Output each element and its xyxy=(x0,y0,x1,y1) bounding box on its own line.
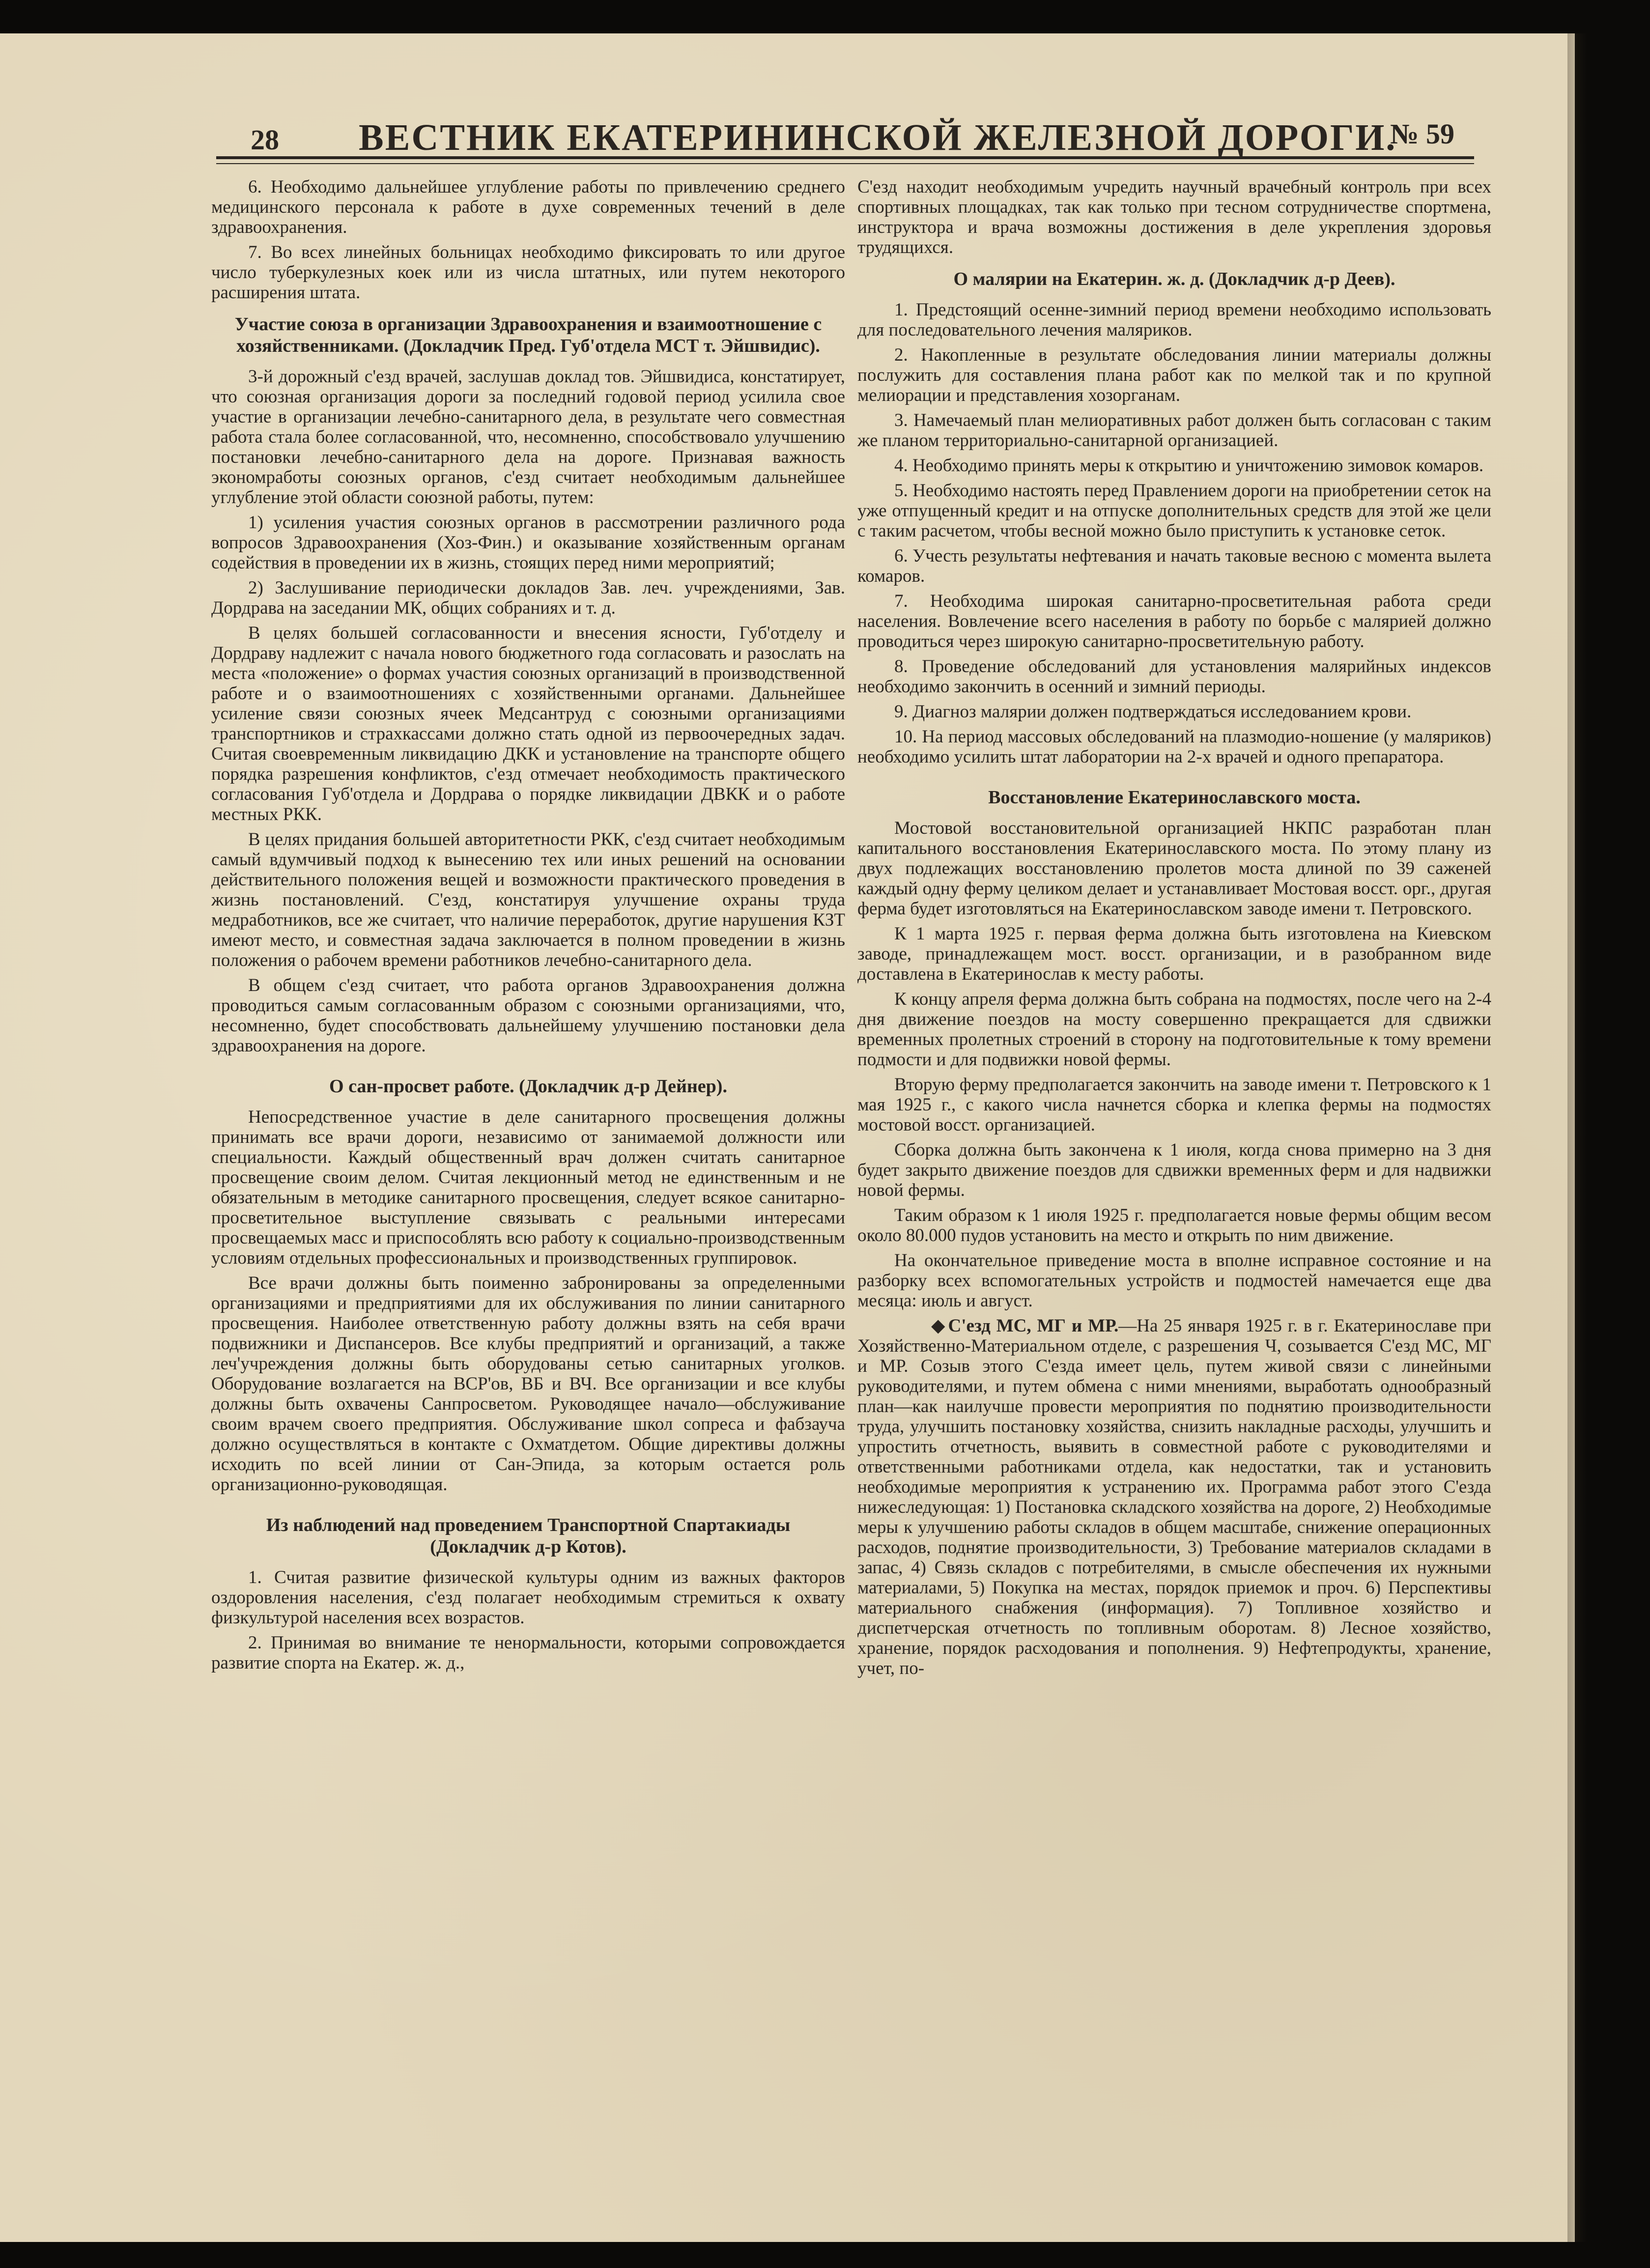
right-column xyxy=(857,177,1491,1683)
paragraph: 9. Диагноз малярии должен подтверждаться исследованием крови. xyxy=(894,702,1412,722)
paragraph: 8. Проведение обследований для установления малярийных индексов необходимо закончить в осенний и зимний периоды. xyxy=(857,656,1491,697)
paragraph: В целях большей согласованности и внесения ясности, Губ'отделу и Дордраву надлежит с начала нового бюджетного года согласовать и разослать на места «положение» о формах участия союзных организаций в производственной работе и о взаимоотношениях с хозяйственными органами. Дальнейшее усиление связи союзных ячеек Медсантруд с союзными организациями транспортников и страхкассами должно стать одной из первоочередных задач. Считая своевременным ликвидацию ДКК и установление на транспорте общего порядка разрешения конфликтов, с'езд отмечает необходимость практического согласования Губ'отдела и Дордрава о порядке ликвидации ДВКК и о работе местных РКК. xyxy=(211,623,845,824)
paragraph: 1. Считая развитие физической культуры одним из важных факторов оздоровления населения, с'езд полагает необходимым стремиться к охвату физкультурой населения всех возрастов. xyxy=(211,1567,845,1628)
paragraph: С'езд находит необходимым учредить научный врачебный контроль при всех спортивных площадках, так как только при тесном сотрудничестве спортмена, инструктора и врача возможны достижения в деле укрепления здоровья трудящихся. xyxy=(857,177,1491,257)
paragraph: 1) усиления участия союзных органов в рассмотрении различного рода вопросов Здравоохранения (Хоз-Фин.) и оказывание хозяйственным органам содействия в проведении их в жизнь, стоящих перед ними мероприятий; xyxy=(211,512,845,573)
paragraph: 4. Необходимо принять меры к открытию и уничтожению зимовок комаров. xyxy=(894,455,1484,476)
paragraph: 3. Намечаемый план мелиоративных работ должен быть согласован с таким же планом территориально-санитарной организацией. xyxy=(857,410,1491,451)
paragraph: 2) Заслушивание периодически докладов Зав. леч. учреждениями, Зав. Дордрава на заседании МК, общих собраниях и т. д. xyxy=(211,578,845,618)
paragraph: 6. Необходимо дальнейшее углубление работы по привлечению среднего медицинского персонала к работе в духе современных течений в деле здравоохранения. xyxy=(211,177,845,237)
issue-number: № 59 xyxy=(1390,118,1454,150)
page-header xyxy=(216,111,1474,157)
section-heading: Участие союза в организации Здравоохранения и взаимоотношение с хозяйственниками. (Докладчик Пред. Губ'отдела МСТ т. Эйшвидис). xyxy=(234,314,822,356)
paragraph: Все врачи должны быть поименно забронированы за определенными организациями и предприятиями для их обслуживания по линии санитарного просвещения. Наиболее ответственную работу должны взять на себя врачи подвижники и Диспансеров. Все клубы предприятий и организаций, а также леч'учреждения должны быть оборудованы сетью санитарных уголков. Оборудование возлагается на ВСР'ов, ВБ и ВЧ. Все организации и все клубы должны быть охвачены Санпросветом. Руководящее начало—обслуживание своим врачем своего предприятия. Обслуживание школ сопреса и фабзауча должно осуществляться в контакте с Охматдетом. Общие директивы должны исходить по всей линии от Сан-Эпида, за которым остается роль организационно-руководящая. xyxy=(211,1273,845,1495)
paragraph: 3-й дорожный с'езд врачей, заслушав доклад тов. Эйшвидиса, констатирует, что союзная организация дороги за последний годовой период усилила свое участие в организации лечебно-санитарного дела, в результате чего совместная работа стала более согласованной, что, несомненно, способствовало улучшению постановки лечебно-санитарного дела на дороге. Признавая важность экономработы союзных органов, с'езд считает необходимым дальнейшее углубление этой области союзной работы, путем: xyxy=(211,367,845,508)
news-item-lead: С'езд МС, МГ и МР. xyxy=(948,1316,1119,1336)
paragraph: 2. Принимая во внимание те ненормальности, которыми сопровождается развитие спорта на Екатер. ж. д., xyxy=(211,1633,845,1673)
header-rule xyxy=(216,156,1474,164)
section-heading: Восстановление Екатеринославского моста. xyxy=(988,787,1361,808)
paragraph: 7. Необходима широкая санитарно-просветительная работа среди населения. Вовлечение всего населения в работу по борьбе с малярией должно проводиться через широкую санитарно-просветительную работу. xyxy=(857,591,1491,652)
bullet-icon: ◆ xyxy=(931,1316,945,1336)
paragraph: 5. Необходимо настоять перед Правлением дороги на приобретении сеток на уже отпущенный кредит и на отпуске дополнительных средств для этой же цели с таким расчетом, чтобы весной можно было приступить к установке сеток. xyxy=(857,481,1491,541)
section-heading: Из наблюдений над проведением Транспортной Спартакиады (Докладчик д-р Котов). xyxy=(266,1515,791,1557)
paragraph: В общем с'езд считает, что работа органов Здравоохранения должна проводиться самым согласованным образом с союзными организациями, что, несомненно, будет способствовать дальнейшему улучшению постановки дела здравоохранения на дороге. xyxy=(211,975,845,1056)
paragraph: Сборка должна быть закончена к 1 июля, когда снова примерно на 3 дня будет закрыто движение поездов для сдвижки временных ферм и для надвижки новой фермы. xyxy=(857,1140,1491,1200)
paragraph: К концу апреля ферма должна быть собрана на подмостях, после чего на 2-4 дня движение поездов на мосту совершенно прекращается для сдвижки временных пролетных строений в сторону на подготовительные к тому времени подмости и для подвижки новой фермы. xyxy=(857,989,1491,1070)
paragraph: К 1 марта 1925 г. первая ферма должна быть изготовлена на Киевском заводе, принадлежащем мост. восст. организации, и в разобранном виде доставлена в Екатеринослав к месту работы. xyxy=(857,924,1491,984)
paragraph: Непосредственное участие в деле санитарного просвещения должны принимать все врачи дороги, независимо от занимаемой должности или специальности. Каждый общественный врач должен считать санитарное просвещение своим делом. Считая лекционный метод не единственным и не обязательным в методике санитарного просвещения, следует всякое санитарно-просветительное выступление связывать с реальными интересами просвещаемых масс и приспособлять всю работу к социально-производственным условиям отдельных профессиональных и производственных группировок. xyxy=(211,1107,845,1268)
page-number: 28 xyxy=(251,124,279,156)
section-heading: О сан-просвет работе. (Докладчик д-р Дейнер). xyxy=(329,1076,727,1097)
page-edge-shadow xyxy=(1567,33,1587,2242)
publication-title: ВЕСТНИК ЕКАТЕРИНИНСКОЙ ЖЕЛЕЗНОЙ ДОРОГИ. xyxy=(359,117,1397,158)
news-item xyxy=(857,1316,1491,1678)
paragraph: В целях придания большей авторитетности РКК, с'езд считает необходимым самый вдумчивый подход к вынесению тех или иных решений на основании действительного положения вещей и возможности практического проведения в жизнь постановлений. С'езд, констатируя улучшение охраны труда медработников, все же считает, что наличие переработок, другие нарушения КЗТ имеют место, и совместная задача заключается в полном проведении в жизнь положения о рабочем времени работников лечебно-санитарного дела. xyxy=(211,829,845,970)
left-column xyxy=(211,177,845,1678)
paragraph: 10. На период массовых обследований на плазмодио-ношение (у маляриков) необходимо усилить штат лаборатории на 2-х врачей и одного препаратора. xyxy=(857,727,1491,767)
section-heading: О малярии на Екатерин. ж. д. (Докладчик д-р Деев). xyxy=(953,269,1395,289)
paragraph: Мостовой восстановительной организацией НКПС разработан план капитального восстановления Екатеринославского моста. По этому плану из двух подлежащих восстановлению пролетов моста длиной по 39 саженей каждый одну ферму целиком делает и устанавливает Мостовая восст. орг., другая ферма будет изготовляться на Екатеринославском заводе имени т. Петровского. xyxy=(857,818,1491,919)
paragraph: Таким образом к 1 июля 1925 г. предполагается новые фермы общим весом около 80.000 пудов установить на место и открыть по ним движение. xyxy=(857,1205,1491,1246)
news-item-text: —На 25 января 1925 г. в г. Екатеринославе при Хозяйственно-Материальном отделе, с разрешения Ч, созывается С'езд МС, МГ и МР. Созыв этого С'езда имеет цель, путем живой связи с линейными руководителями, и путем обмена с ними мнениями, выработать однообразный план—как наилучше провести мероприятия по поднятию производительности труда, улучшить постановку хозяйства, снизить накладные расходы, улучшить и упростить отчетность, выявить в совместной работе с руководителями и ответственными работниками отдела, как недостатки, так и установить необходимые мероприятия к устранению их. Программа работ этого С'езда нижеследующая: 1) Постановка складского хозяйства на дороге, 2) Необходимые меры к улучшению работы складов в общем масштабе, снижение операционных расходов, поднятие производительности, 3) Требование материалов складами в запас, 4) Связь складов с потребителями, в смысле обеспечения их нужными материалами, 5) Покупка на местах, порядок приемок и проч. 6) Перспективы материального снабжения (информация). 7) Топливное хозяйство и диспетчерская отчетность по топливным оборотам. 8) Лесное хозяйство, хранение, порядок расходования и пополнения. 9) Нефтепродукты, хранение, учет, по- xyxy=(857,1316,1492,1678)
paragraph: 7. Во всех линейных больницах необходимо фиксировать то или другое число туберкулезных коек или из числа штатных, или путем некоторого расширения штата. xyxy=(211,242,845,303)
paragraph: 2. Накопленные в результате обследования линии материалы должны послужить для составления плана работ как по мелкой так и по крупной мелиорации и представления хозорганам. xyxy=(857,345,1491,405)
paragraph: 6. Учесть результаты нефтевания и начать таковые весною с момента вылета комаров. xyxy=(857,546,1491,586)
paragraph: Вторую ферму предполагается закончить на заводе имени т. Петровского к 1 мая 1925 г., с какого числа начнется сборка и клепка фермы на подмостях мостовой восст. организацией. xyxy=(857,1075,1491,1135)
paragraph: 1. Предстоящий осенне-зимний период времени необходимо использовать для последовательного лечения маляриков. xyxy=(857,300,1491,340)
paragraph: На окончательное приведение моста в вполне исправное состояние и на разборку всех вспомогательных устройств и подмостей намечается еще два месяца: июль и август. xyxy=(857,1250,1491,1311)
